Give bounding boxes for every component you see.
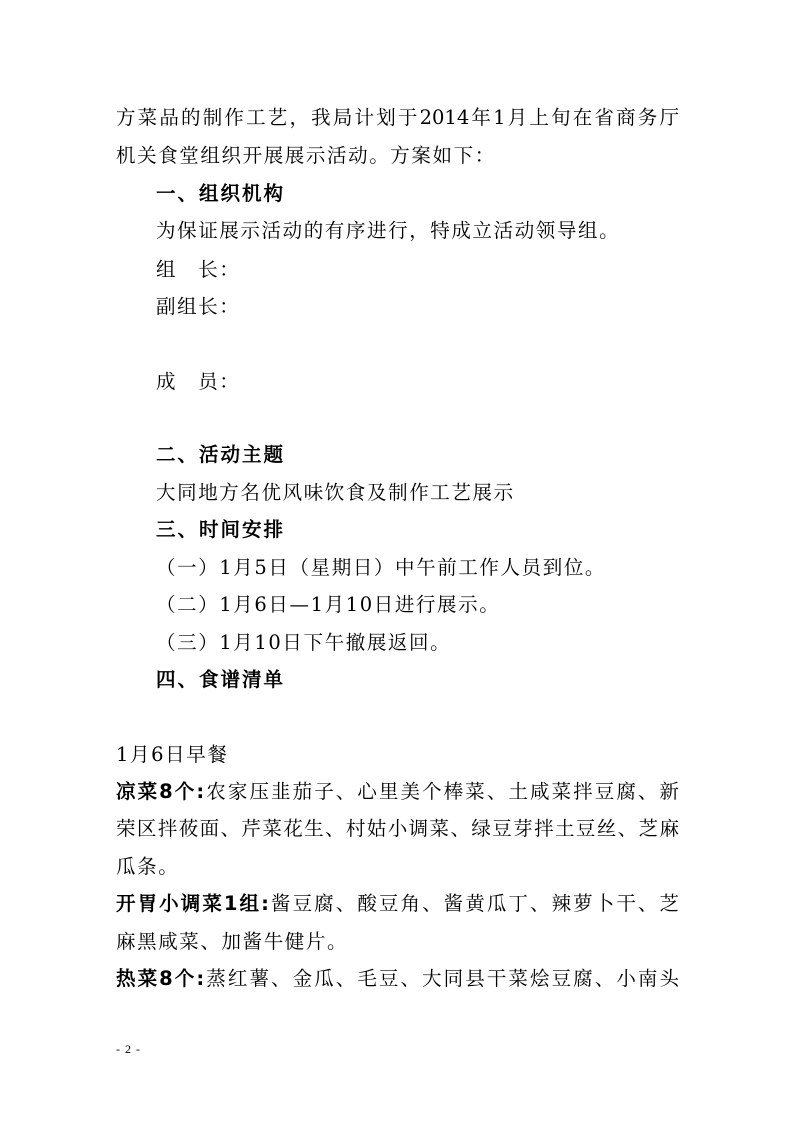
hot-dishes-line-1 (116, 965, 679, 993)
appetizer-line-2: 麻黑咸菜、加酱牛健片。 (116, 930, 349, 953)
schedule-item: （三）1月10日下午撤展返回。 (156, 631, 452, 654)
hot-dishes-label: 热菜8个: (116, 967, 205, 990)
section-heading-menu: 四、食谱清单 (156, 668, 286, 691)
cold-dishes-line-1 (116, 778, 679, 806)
appetizer-line-1 (116, 890, 679, 918)
schedule-item: （一）1月5日（星期日）中午前工作人员到位。 (156, 556, 607, 579)
theme-text: 大同地方名优风味饮食及制作工艺展示 (156, 481, 515, 504)
page-number: - 2 - (116, 1042, 141, 1056)
cold-dishes-line-2: 荣区拌莜面、芹菜花生、村姑小调菜、绿豆芽拌土豆丝、芝麻 (116, 817, 679, 840)
cold-dishes-label: 凉菜8个: (116, 780, 205, 803)
appetizer-text: 酱豆腐、酸豆角、酱黄瓜丁、辣萝卜干、芝 (268, 892, 679, 915)
leader-label: 组 长： (156, 258, 241, 281)
hot-dishes-text: 蒸红薯、金瓜、毛豆、大同县干菜烩豆腐、小南头 (204, 967, 679, 990)
cold-dishes-line-3: 瓜条。 (116, 855, 180, 878)
appetizer-label: 开胃小调菜1组: (116, 892, 269, 915)
deputy-label: 副组长： (156, 295, 241, 318)
schedule-item: （二）1月6日—1月10日进行展示。 (156, 593, 501, 616)
section-heading-schedule: 三、时间安排 (156, 518, 286, 541)
members-label: 成 员： (156, 370, 241, 393)
intro-line-1: 方菜品的制作工艺，我局计划于2014年1月上旬在省商务厅 (116, 106, 679, 129)
section-heading-organization: 一、组织机构 (156, 182, 286, 205)
cold-dishes-text: 农家压韭茄子、心里美个棒菜、土咸菜拌豆腐、新 (204, 780, 679, 803)
intro-line-2: 机关食堂组织开展展示活动。方案如下： (116, 144, 496, 167)
organization-text: 为保证展示活动的有序进行，特成立活动领导组。 (156, 219, 621, 242)
section-heading-theme: 二、活动主题 (156, 443, 286, 466)
menu-day-title: 1月6日早餐 (116, 743, 229, 766)
